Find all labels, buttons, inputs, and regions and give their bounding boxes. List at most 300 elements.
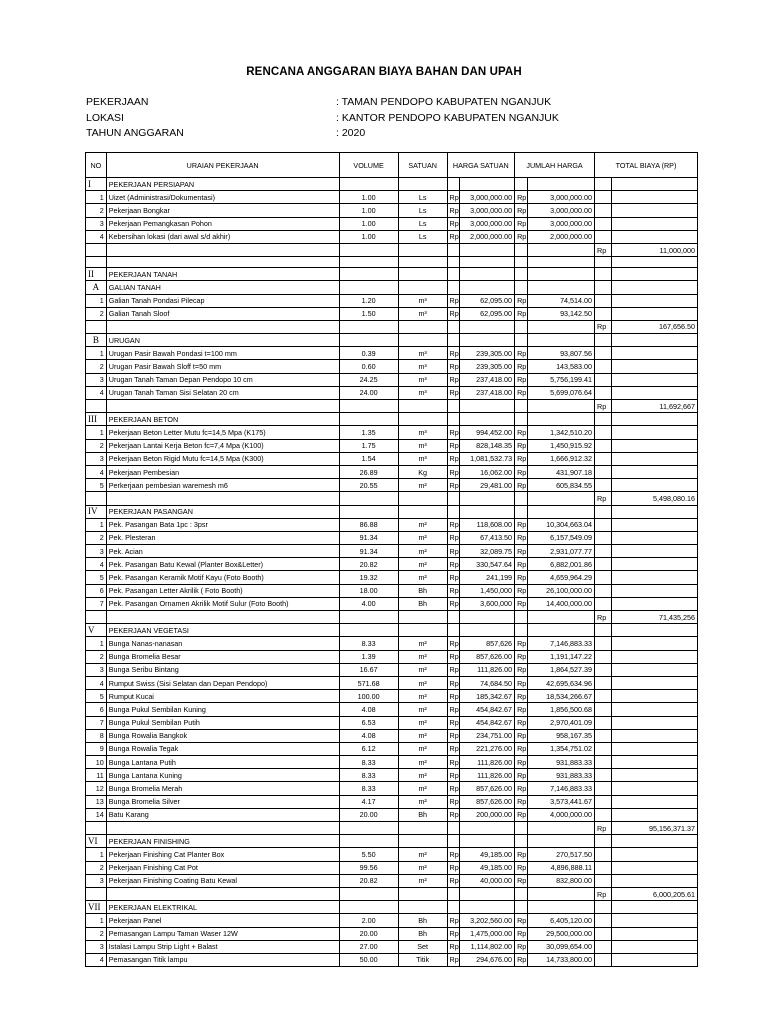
header-value: : TAMAN PENDOPO KABUPATEN NGANJUK [336, 96, 552, 108]
item-volume: 571.68 [339, 676, 398, 689]
item-volume: 91.34 [339, 531, 398, 544]
header-label: PEKERJAAN [86, 96, 149, 108]
empty-cell [595, 624, 612, 637]
col-header-volume: VOLUME [339, 153, 398, 178]
subtotal-value: 6,000,205.61 [611, 887, 697, 900]
item-harga-satuan: 234,751.00 [460, 729, 515, 742]
table-row [86, 914, 698, 927]
item-harga-satuan: 454,842.67 [460, 703, 515, 716]
empty-cell [527, 835, 595, 848]
empty-cell [398, 624, 447, 637]
empty-cell [447, 243, 459, 256]
item-uraian: Bunga Rowalia Bangkok [106, 729, 339, 742]
item-currency: Rp [447, 927, 459, 940]
item-harga-satuan: 111,826.00 [460, 756, 515, 769]
item-currency: Rp [515, 637, 527, 650]
item-currency: Rp [447, 347, 459, 360]
item-volume: 8.33 [339, 637, 398, 650]
item-harga-satuan: 3,600,000 [460, 597, 515, 610]
empty-cell [595, 479, 612, 492]
item-satuan: Set [398, 940, 447, 953]
item-uraian: Bunga Bromelia Merah [106, 782, 339, 795]
empty-cell [527, 624, 595, 637]
empty-cell [398, 257, 447, 268]
item-no: 3 [86, 940, 107, 953]
item-no: 2 [86, 360, 107, 373]
empty-cell [611, 676, 697, 689]
header-pekerjaan [86, 96, 551, 108]
section-row [86, 178, 698, 191]
item-satuan: Kg [398, 465, 447, 478]
empty-cell [595, 571, 612, 584]
empty-cell [611, 334, 697, 347]
table-row [86, 531, 698, 544]
item-currency: Rp [447, 294, 459, 307]
item-currency: Rp [447, 795, 459, 808]
item-uraian: Pemasangan Titik lampu [106, 953, 339, 966]
item-volume: 1.35 [339, 426, 398, 439]
item-currency: Rp [515, 703, 527, 716]
empty-cell [611, 637, 697, 650]
empty-cell [339, 822, 398, 835]
item-jumlah-harga: 3,000,000.00 [527, 204, 595, 217]
empty-cell [595, 874, 612, 887]
item-jumlah-harga: 29,500,000.00 [527, 927, 595, 940]
empty-cell [447, 492, 459, 505]
item-harga-satuan: 239,305.00 [460, 360, 515, 373]
item-no: 1 [86, 426, 107, 439]
item-volume: 4.08 [339, 703, 398, 716]
empty-cell [447, 320, 459, 333]
subtotal-currency: Rp [595, 822, 612, 835]
table-row [86, 729, 698, 742]
item-satuan: m² [398, 716, 447, 729]
item-jumlah-harga: 26,100,000.00 [527, 584, 595, 597]
item-jumlah-harga: 431,907.18 [527, 465, 595, 478]
item-currency: Rp [447, 386, 459, 399]
item-currency: Rp [515, 571, 527, 584]
item-volume: 1.00 [339, 204, 398, 217]
item-currency: Rp [515, 584, 527, 597]
item-harga-satuan: 994,452.00 [460, 426, 515, 439]
empty-cell [447, 257, 459, 268]
empty-cell [447, 178, 459, 191]
item-uraian: Batu Karang [106, 808, 339, 821]
empty-cell [595, 690, 612, 703]
item-jumlah-harga: 7,146,883.33 [527, 782, 595, 795]
subtotal-row [86, 492, 698, 505]
section-number: IV [86, 505, 107, 518]
item-jumlah-harga: 18,534,266.67 [527, 690, 595, 703]
empty-cell [611, 861, 697, 874]
item-currency: Rp [515, 347, 527, 360]
empty-cell [611, 795, 697, 808]
empty-cell [460, 243, 515, 256]
item-currency: Rp [447, 518, 459, 531]
empty-cell [106, 492, 339, 505]
item-jumlah-harga: 93,807.56 [527, 347, 595, 360]
item-harga-satuan: 111,826.00 [460, 663, 515, 676]
empty-cell [447, 901, 459, 914]
table-row [86, 479, 698, 492]
item-jumlah-harga: 30,099,654.00 [527, 940, 595, 953]
empty-cell [460, 887, 515, 900]
empty-cell [595, 230, 612, 243]
item-uraian: Pekerjaan Pembesian [106, 465, 339, 478]
empty-cell [611, 927, 697, 940]
section-row [86, 901, 698, 914]
table-row [86, 584, 698, 597]
item-no: 9 [86, 742, 107, 755]
item-currency: Rp [515, 650, 527, 663]
empty-cell [527, 320, 595, 333]
item-no: 4 [86, 558, 107, 571]
item-harga-satuan: 3,000,000.00 [460, 191, 515, 204]
item-no: 8 [86, 729, 107, 742]
item-currency: Rp [447, 531, 459, 544]
empty-cell [339, 835, 398, 848]
item-harga-satuan: 241,199 [460, 571, 515, 584]
empty-cell [527, 400, 595, 413]
item-no: 3 [86, 874, 107, 887]
item-currency: Rp [447, 663, 459, 676]
item-currency: Rp [515, 204, 527, 217]
item-currency: Rp [515, 191, 527, 204]
item-jumlah-harga: 1,354,751.02 [527, 742, 595, 755]
table-row [86, 861, 698, 874]
item-harga-satuan: 3,000,000.00 [460, 217, 515, 230]
item-volume: 99.56 [339, 861, 398, 874]
item-volume: 26.89 [339, 465, 398, 478]
item-satuan: m² [398, 558, 447, 571]
empty-cell [595, 940, 612, 953]
item-currency: Rp [515, 360, 527, 373]
empty-cell [460, 822, 515, 835]
empty-cell [595, 439, 612, 452]
item-jumlah-harga: 74,514.00 [527, 294, 595, 307]
item-currency: Rp [447, 439, 459, 452]
empty-cell [595, 281, 612, 294]
empty-cell [611, 558, 697, 571]
section-label: PEKERJAAN VEGETASI [106, 624, 339, 637]
empty-cell [595, 927, 612, 940]
empty-cell [527, 492, 595, 505]
section-row [86, 413, 698, 426]
empty-cell [398, 281, 447, 294]
item-satuan: m² [398, 861, 447, 874]
item-volume: 18.00 [339, 584, 398, 597]
item-volume: 8.33 [339, 756, 398, 769]
col-header-no: NO [86, 153, 107, 178]
item-no: 6 [86, 703, 107, 716]
item-volume: 91.34 [339, 545, 398, 558]
item-jumlah-harga: 931,883.33 [527, 756, 595, 769]
item-satuan: m³ [398, 360, 447, 373]
empty-cell [527, 822, 595, 835]
empty-cell [595, 650, 612, 663]
empty-cell [611, 756, 697, 769]
item-satuan: m² [398, 518, 447, 531]
item-satuan: Bh [398, 927, 447, 940]
empty-cell [398, 413, 447, 426]
item-jumlah-harga: 1,856,500.68 [527, 703, 595, 716]
item-no: 3 [86, 545, 107, 558]
item-currency: Rp [515, 439, 527, 452]
empty-cell [595, 716, 612, 729]
item-currency: Rp [515, 230, 527, 243]
empty-cell [595, 465, 612, 478]
empty-cell [398, 334, 447, 347]
table-row [86, 373, 698, 386]
item-satuan: m³ [398, 294, 447, 307]
subtotal-currency: Rp [595, 611, 612, 624]
table-row [86, 782, 698, 795]
col-header-satuan: SATUAN [398, 153, 447, 178]
item-jumlah-harga: 3,573,441.67 [527, 795, 595, 808]
empty-cell [611, 217, 697, 230]
subtotal-value: 71,435,256 [611, 611, 697, 624]
empty-cell [460, 413, 515, 426]
table-row [86, 940, 698, 953]
item-harga-satuan: 118,608.00 [460, 518, 515, 531]
item-satuan: m³ [398, 452, 447, 465]
item-no: 5 [86, 479, 107, 492]
section-label: GALIAN TANAH [106, 281, 339, 294]
empty-cell [447, 505, 459, 518]
item-harga-satuan: 111,826.00 [460, 769, 515, 782]
empty-cell [611, 940, 697, 953]
empty-cell [86, 492, 107, 505]
item-jumlah-harga: 1,450,915.92 [527, 439, 595, 452]
table-row [86, 360, 698, 373]
empty-cell [339, 901, 398, 914]
document-title: RENCANA ANGGARAN BIAYA BAHAN DAN UPAH [246, 66, 522, 78]
item-currency: Rp [515, 953, 527, 966]
empty-cell [595, 257, 612, 268]
empty-cell [595, 953, 612, 966]
empty-cell [595, 558, 612, 571]
table-row [86, 597, 698, 610]
section-number: VII [86, 901, 107, 914]
item-volume: 16.67 [339, 663, 398, 676]
item-uraian: Pekerjaan Panel [106, 914, 339, 927]
empty-cell [515, 243, 527, 256]
empty-cell [595, 505, 612, 518]
table-body [86, 178, 698, 967]
subtotal-row [86, 320, 698, 333]
item-currency: Rp [515, 914, 527, 927]
item-uraian: Pek. Plesteran [106, 531, 339, 544]
item-uraian: Urugan Tanah Taman Sisi Selatan 20 cm [106, 386, 339, 399]
empty-cell [398, 400, 447, 413]
section-label: PEKERJAAN TANAH [106, 268, 339, 281]
item-no: 6 [86, 584, 107, 597]
empty-cell [611, 690, 697, 703]
item-uraian: Bunga Bromelia Silver [106, 795, 339, 808]
item-currency: Rp [447, 584, 459, 597]
item-currency: Rp [515, 373, 527, 386]
item-jumlah-harga: 14,733,800.00 [527, 953, 595, 966]
empty-cell [447, 413, 459, 426]
item-volume: 19.32 [339, 571, 398, 584]
header-value: : 2020 [336, 127, 366, 139]
empty-cell [527, 887, 595, 900]
section-row [86, 268, 698, 281]
item-no: 13 [86, 795, 107, 808]
item-jumlah-harga: 2,931,077.77 [527, 545, 595, 558]
item-uraian: Pek. Pasangan Batu Kewal (Planter Box&Letter) [106, 558, 339, 571]
empty-cell [595, 584, 612, 597]
empty-cell [339, 887, 398, 900]
item-volume: 1.75 [339, 439, 398, 452]
empty-cell [611, 479, 697, 492]
item-harga-satuan: 294,676.00 [460, 953, 515, 966]
empty-cell [515, 887, 527, 900]
item-uraian: Pekerjaan Bongkar [106, 204, 339, 217]
item-jumlah-harga: 3,000,000.00 [527, 217, 595, 230]
item-currency: Rp [515, 795, 527, 808]
item-volume: 20.55 [339, 479, 398, 492]
item-harga-satuan: 1,081,532.73 [460, 452, 515, 465]
item-no: 2 [86, 531, 107, 544]
empty-cell [339, 178, 398, 191]
item-volume: 1.50 [339, 307, 398, 320]
col-header-uraian: URAIAN PEKERJAAN [106, 153, 339, 178]
item-currency: Rp [515, 426, 527, 439]
item-currency: Rp [447, 703, 459, 716]
item-volume: 20.82 [339, 558, 398, 571]
empty-cell [595, 782, 612, 795]
subtotal-currency: Rp [595, 243, 612, 256]
item-harga-satuan: 200,000.00 [460, 808, 515, 821]
item-satuan: m³ [398, 307, 447, 320]
item-currency: Rp [515, 465, 527, 478]
empty-cell [527, 413, 595, 426]
item-volume: 8.33 [339, 769, 398, 782]
empty-cell [447, 268, 459, 281]
empty-cell [611, 835, 697, 848]
item-currency: Rp [515, 294, 527, 307]
empty-cell [595, 204, 612, 217]
header-tahun-anggaran [86, 127, 365, 139]
empty-cell [515, 492, 527, 505]
item-currency: Rp [447, 373, 459, 386]
item-uraian: Rumput Swiss (Sisi Selatan dan Depan Pendopo) [106, 676, 339, 689]
item-satuan: m² [398, 769, 447, 782]
item-currency: Rp [515, 531, 527, 544]
empty-cell [611, 597, 697, 610]
empty-cell [611, 439, 697, 452]
section-number: I [86, 178, 107, 191]
table-row [86, 676, 698, 689]
empty-cell [447, 835, 459, 848]
empty-cell [515, 400, 527, 413]
empty-cell [611, 703, 697, 716]
item-satuan: m² [398, 637, 447, 650]
item-jumlah-harga: 143,583.00 [527, 360, 595, 373]
empty-cell [339, 257, 398, 268]
item-jumlah-harga: 5,756,199.41 [527, 373, 595, 386]
empty-cell [611, 729, 697, 742]
empty-cell [595, 518, 612, 531]
empty-cell [515, 611, 527, 624]
empty-cell [106, 257, 339, 268]
empty-cell [86, 611, 107, 624]
empty-cell [611, 545, 697, 558]
item-uraian: Bunga Bromelia Besar [106, 650, 339, 663]
empty-cell [611, 914, 697, 927]
item-volume: 4.17 [339, 795, 398, 808]
subsection-row [86, 281, 698, 294]
table-row [86, 439, 698, 452]
item-uraian: Pekerjaan Beton Letter Mutu fc=14,5 Mpa (K175) [106, 426, 339, 439]
item-harga-satuan: 1,475,000.00 [460, 927, 515, 940]
item-jumlah-harga: 6,157,549.09 [527, 531, 595, 544]
item-currency: Rp [515, 769, 527, 782]
item-no: 7 [86, 597, 107, 610]
item-uraian: Uizet (Administrasi/Dokumentasi) [106, 191, 339, 204]
empty-cell [339, 624, 398, 637]
empty-cell [106, 611, 339, 624]
item-currency: Rp [447, 716, 459, 729]
item-jumlah-harga: 3,000,000.00 [527, 191, 595, 204]
empty-cell [611, 848, 697, 861]
table-row [86, 386, 698, 399]
section-label: PEKERJAAN ELEKTRIKAL [106, 901, 339, 914]
item-uraian: Bunga Seribu Bintang [106, 663, 339, 676]
item-harga-satuan: 32,089.75 [460, 545, 515, 558]
empty-cell [527, 334, 595, 347]
empty-cell [86, 400, 107, 413]
item-jumlah-harga: 1,666,912.32 [527, 452, 595, 465]
item-satuan: m² [398, 782, 447, 795]
table-row [86, 637, 698, 650]
empty-cell [595, 663, 612, 676]
table-row [86, 663, 698, 676]
subtotal-row [86, 400, 698, 413]
item-no: 2 [86, 650, 107, 663]
item-volume: 100.00 [339, 690, 398, 703]
empty-cell [339, 243, 398, 256]
item-currency: Rp [515, 861, 527, 874]
item-volume: 4.00 [339, 597, 398, 610]
item-no: 1 [86, 518, 107, 531]
item-harga-satuan: 857,626 [460, 637, 515, 650]
item-uraian: Bunga Rowalia Tegak [106, 742, 339, 755]
section-label: PEKERJAAN PASANGAN [106, 505, 339, 518]
empty-cell [527, 901, 595, 914]
empty-cell [398, 887, 447, 900]
empty-cell [339, 281, 398, 294]
empty-cell [527, 257, 595, 268]
budget-table [85, 152, 698, 967]
empty-cell [398, 835, 447, 848]
item-no: 4 [86, 230, 107, 243]
section-row [86, 505, 698, 518]
item-uraian: Pekerjaan Beton Rigid Mutu fc=14,5 Mpa (K300) [106, 452, 339, 465]
empty-cell [611, 716, 697, 729]
item-harga-satuan: 237,418.00 [460, 373, 515, 386]
item-currency: Rp [515, 676, 527, 689]
empty-cell [515, 178, 527, 191]
empty-cell [595, 426, 612, 439]
empty-cell [611, 413, 697, 426]
item-currency: Rp [515, 940, 527, 953]
item-harga-satuan: 857,626.00 [460, 782, 515, 795]
item-currency: Rp [515, 386, 527, 399]
item-harga-satuan: 49,185.00 [460, 848, 515, 861]
item-uraian: Pek. Pasangan Bata 1pc : 3psr [106, 518, 339, 531]
